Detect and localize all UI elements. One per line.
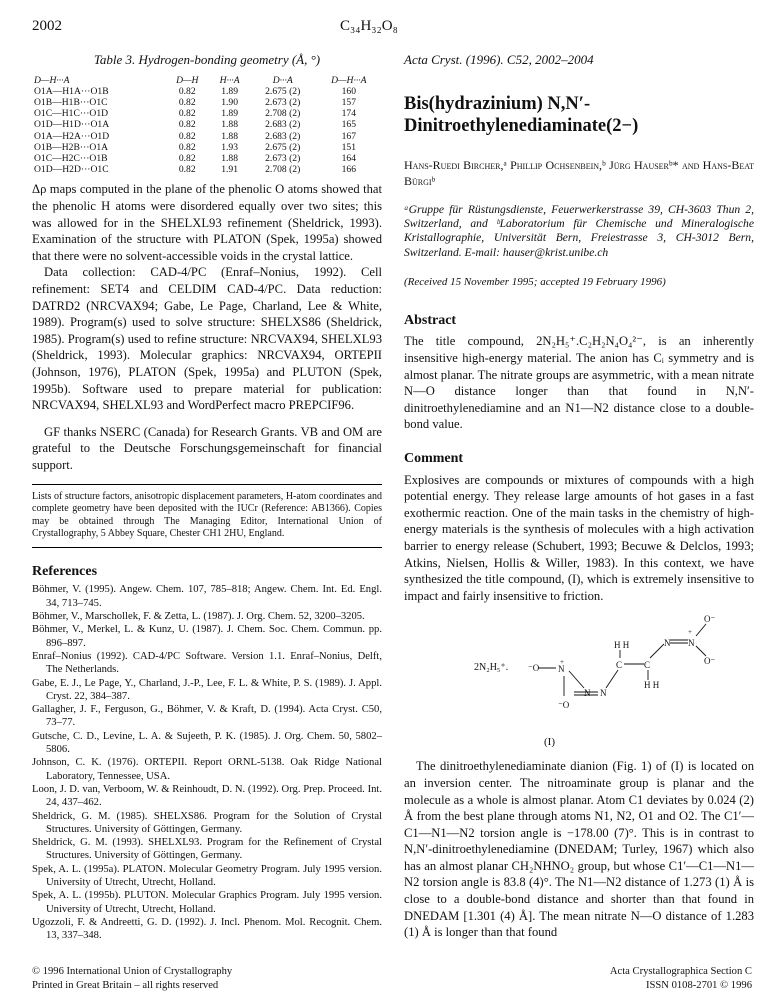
paragraph-maps: Δρ maps computed in the plane of the phenolic O atoms showed that the phenolic H atoms were disordered equally over two sites; this was allowed for in the SHELXL93 refinement (Sheldrick, 1993). Examination of the structure with PLATON (Spek, 1995a) showed that there were no solvent-accessible voids in the crystal lattice. bbox=[32, 182, 382, 263]
table-cell: 0.82 bbox=[178, 153, 196, 165]
atom-label: N bbox=[584, 688, 591, 699]
bond bbox=[650, 644, 664, 658]
references-heading: References bbox=[32, 563, 98, 579]
table-cell: 1.88 bbox=[221, 153, 239, 165]
table-cell: 2.673 (2) bbox=[265, 97, 301, 108]
reference-item: Spek, A. L. (1995a). PLATON. Molecular Geometry Program. July 1995 version. University of Utrecht, Utrecht, Holland. bbox=[32, 863, 382, 889]
comment-heading: Comment bbox=[404, 450, 464, 466]
affiliation: ᵃGruppe für Rüstungsdienste, Feuerwerkerstrasse 39, CH-3603 Thun 2, Switzerland, and ᵇLaboratorium für Chemische und Mineralogische Kristallographie, Universität Bern, Freiestrasse 3, CH-3012 Bern, Switzerland. E-mail: hauser@krist.unibe.ch bbox=[404, 202, 754, 259]
atom-label: ⁻O bbox=[558, 700, 570, 711]
atom-label: N bbox=[558, 664, 565, 675]
table-cell: 2.683 (2) bbox=[265, 130, 301, 142]
col-header: D—H bbox=[176, 74, 199, 86]
table-cell: 2.673 (2) bbox=[265, 153, 301, 165]
reference-item: Ugozzoli, F. & Andreetti, G. D. (1992). J. Incl. Phenom. Mol. Recognit. Chem. 13, 337–348. bbox=[32, 916, 382, 942]
table-row bbox=[32, 164, 382, 175]
comment-paragraph-1: Explosives are compounds or mixtures of compounds with a high potential energy. They release large amounts of hot gases in a fast exothermic reaction. One of the main tasks in the chemistry of high-energy materials is the synthesis of molecules with a high activation barrier to energy release (Schubert, 1993; Becuwe & Delclos, 1993; Atkins, Nielsen, Hollis & Willer, 1983). In this context, we have synthesized the title compound, (I), which is extremely insensitive to impact and fairly insensitive to friction. bbox=[404, 472, 754, 603]
charge-label: + bbox=[688, 628, 692, 637]
col-header: D···A bbox=[272, 74, 293, 86]
table-cell: 157 bbox=[341, 97, 357, 108]
reference-item: Johnson, C. K. (1976). ORTEPII. Report ORNL-5138. Oak Ridge National Laboratory, Tennessee, USA. bbox=[32, 757, 382, 782]
reference-item: Spek, A. L. (1995b). PLUTON. Molecular Graphics Program. July 1995 version. University of Utrecht, Utrecht, Holland. bbox=[32, 890, 382, 915]
table-cell: 0.82 bbox=[178, 85, 196, 97]
reference-item: Gallagher, J. F., Ferguson, G., Böhmer, V. & Kraft, D. (1994). Acta Cryst. C50, 73–77. bbox=[32, 704, 382, 729]
footer-copyright: © 1996 International Union of Crystallography bbox=[32, 966, 233, 977]
table-cell: 1.88 bbox=[221, 130, 239, 142]
divider bbox=[32, 484, 382, 485]
table-cell: 0.82 bbox=[178, 130, 196, 142]
references-list bbox=[32, 583, 382, 942]
table-cell: 0.82 bbox=[178, 97, 196, 108]
table-cell: 1.93 bbox=[221, 141, 239, 153]
right-column bbox=[404, 52, 754, 941]
journal-reference: Acta Cryst. (1996). C52, 2002–2004 bbox=[404, 52, 594, 67]
table-cell: 151 bbox=[341, 141, 357, 153]
table-cell: 1.91 bbox=[221, 164, 239, 176]
reference-item: Sheldrick, G. M. (1993). SHELXL93. Program for the Refinement of Crystal Structures. University of Göttingen, Germany. bbox=[32, 837, 382, 862]
table-row bbox=[32, 153, 382, 164]
table-cell: 1.90 bbox=[221, 97, 239, 108]
table-cell: 0.82 bbox=[178, 119, 196, 131]
atom-label: C bbox=[616, 660, 623, 671]
table-header-row bbox=[32, 75, 382, 86]
acknowledgements: GF thanks NSERC (Canada) for Research Grants. VB and OM are grateful to the Deutsche Forschungsgemeinschaft for financial support. bbox=[32, 424, 382, 472]
table-cell: 1.89 bbox=[221, 108, 239, 120]
table-cell: O1A—H1A···O1B bbox=[34, 85, 109, 97]
compound-label: (I) bbox=[544, 736, 555, 749]
footer-printed: Printed in Great Britain – all rights reserved bbox=[32, 980, 219, 991]
page-number: 2002 bbox=[32, 18, 62, 34]
table-row bbox=[32, 142, 382, 153]
reference-item: Sheldrick, G. M. (1985). SHELXS86. Program for the Solution of Crystal Structures. University of Göttingen, Germany. bbox=[32, 810, 382, 835]
reference-item: Enraf–Nonius (1992). CAD-4/PC Software. Version 1.1. Enraf–Nonius, Delft, The Netherlands. bbox=[32, 650, 382, 676]
received-date: (Received 15 November 1995; accepted 19 February 1996) bbox=[404, 276, 666, 289]
reference-item: Böhmer, V. (1995). Angew. Chem. 107, 785–818; Angew. Chem. Int. Ed. Engl. 34, 713–745. bbox=[32, 584, 382, 609]
table-row bbox=[32, 131, 382, 142]
table-cell: 160 bbox=[341, 85, 357, 97]
atom-label: O⁻ bbox=[704, 614, 716, 625]
table-cell: O1B—H1B···O1C bbox=[34, 97, 108, 108]
table-cell: 2.675 (2) bbox=[265, 85, 301, 97]
table-cell: O1C—H2C···O1B bbox=[34, 153, 108, 165]
table-cell: 2.683 (2) bbox=[265, 119, 301, 131]
table-cell: 174 bbox=[341, 108, 357, 120]
col-header: H···A bbox=[219, 74, 240, 86]
atom-label: O⁻ bbox=[704, 656, 716, 667]
paper-title: Bis(hydrazinium) N,N′-Dinitroethylenediaminate(2−) bbox=[404, 93, 639, 136]
table-title: Table 3. Hydrogen-bonding geometry (Å, °) bbox=[93, 52, 321, 67]
reference-item: Böhmer, V., Marschollek, F. & Zetta, L. (1987). J. Org. Chem. 52, 3200–3205. bbox=[32, 611, 365, 623]
table-cell: 0.82 bbox=[178, 141, 196, 153]
table-cell: 167 bbox=[341, 130, 357, 142]
col-header: D—H···A bbox=[331, 74, 367, 86]
bond bbox=[569, 671, 584, 688]
authors: Hans-Ruedi Bircher,ᵃ Phillip Ochsenbein,ᵇ Jürg Hauserᵇ* and Hans-Beat Bürgiᵇ bbox=[404, 157, 754, 188]
atom-label: ⁻O bbox=[528, 663, 540, 674]
atom-label: N bbox=[664, 638, 671, 649]
table-cell: 165 bbox=[341, 119, 357, 131]
table-cell: 1.89 bbox=[221, 85, 239, 97]
table-cell: O1D—H2D···O1C bbox=[34, 164, 109, 176]
reference-item: Gabe, E. J., Le Page, Y., Charland, J.-P., Lee, F. L. & White, P. S. (1989). J. Appl. Cryst. 22, 384–387. bbox=[32, 677, 382, 702]
table-row bbox=[32, 86, 382, 97]
atom-labels bbox=[528, 614, 715, 710]
abstract-text: The title compound, 2N₂H₅⁺.C₂H₂N₄O₄²⁻, is an inherently insensitive high-energy material. The anion has Cᵢ symmetry and is almost planar. The nitrate groups are asymmetric, with a mean nitrate N—O distance longer than that found in N,N′-dinitroethylenediamine and an N1—N2 distance close to a double-bond value. bbox=[404, 334, 754, 432]
atom-label: C bbox=[644, 660, 651, 671]
dianion-structure bbox=[524, 608, 724, 728]
hydrogen-bond-table bbox=[32, 75, 382, 176]
table-cell: 0.82 bbox=[178, 108, 196, 120]
chemical-scheme bbox=[404, 608, 754, 758]
divider bbox=[32, 547, 382, 548]
footer-journal: Acta Crystallographica Section C bbox=[609, 966, 752, 977]
reference-item: Gutsche, C. D., Levine, L. A. & Sujeeth, P. K. (1985). J. Org. Chem. 50, 5802–5806. bbox=[32, 730, 382, 756]
bond bbox=[606, 670, 618, 688]
atom-label: N bbox=[688, 638, 695, 649]
table-row bbox=[32, 97, 382, 108]
left-column bbox=[32, 52, 382, 943]
abstract-heading: Abstract bbox=[404, 312, 457, 328]
paragraph-data-collection: Data collection: CAD-4/PC (Enraf–Nonius, 1992). Cell refinement: SET4 and CELDIM CAD-4/PC. Data reduction: DATRD2 (NRCVAX94; Gabe, Le Page, Charland, Lee & White, 1989). Program(s) used to solve structure: SHELXS86 (Sheldrick, 1985). Program(s) used to refine structure: NRCVAX94, SHELXL93 (Sheldrick, 1993). Molecular graphics: NRCVAX94, ORTEPII (Johnson, 1976), PLATON (Spek, 1995a) and PLUTON (Spek, 1995b). Software used to prepare material for publication: NRCVAX94, SHELXL93 and WordPerfect macro PREPCIF96. bbox=[32, 265, 382, 413]
atom-label: H H bbox=[614, 640, 630, 651]
table-cell: 2.708 (2) bbox=[265, 164, 301, 176]
reference-item: Loon, J. D. van, Verboom, W. & Reinhoudt, D. N. (1992). Org. Prep. Proceed. Int. 24, 437–462. bbox=[32, 783, 382, 809]
bond bbox=[696, 624, 706, 636]
bond bbox=[696, 646, 706, 656]
footer-issn: ISSN 0108-2701 © 1996 bbox=[645, 980, 752, 991]
table-cell: 2.675 (2) bbox=[265, 141, 301, 153]
table-cell: O1D—H1D···O1A bbox=[34, 119, 110, 131]
table-cell: O1C—H1C···O1D bbox=[34, 108, 109, 120]
reference-item: Böhmer, V., Merkel, L. & Kunz, U. (1987). J. Chem. Soc. Chem. Commun. pp. 896–897. bbox=[32, 624, 382, 649]
comment-paragraph-2: The dinitroethylenediaminate dianion (Fig. 1) of (I) is located on an inversion center. The nitroaminate group is planar and the molecule as a whole is almost planar. Atom C1 deviates by 0.024 (2) Å from the best plane through atoms N1, N2, O1 and O2. The C1′—C1—N1—N2 torsion angle is −178.00 (7)°. This is in contrast to N,N′-dinitroethylenediamine (DNEDAM; Turley, 1967) which also has an almost planar CH₂NHNO₂ group, but whose C1′—C1—N1—N2 torsion angle is 83.8 (4)°. The N1—N2 distance of 1.273 (1) Å is close to a double-bond distance and shorter than that found in DNEDAM [1.301 (4) Å]. The mean nitrate N—O distance of 1.283 (1) Å is longer than that found bbox=[404, 759, 754, 940]
running-formula: C₃₄H₃₂O₈ bbox=[340, 18, 398, 34]
table-cell: 166 bbox=[341, 164, 357, 176]
deposition-note: Lists of structure factors, anisotropic displacement parameters, H-atom coordinates and complete geometry have been deposited with the IUCr (Reference: AB1366). Copies may be obtained through The Managing Editor, International Union of Crystallography, 5 Abbey Square, Chester CH1 2HU, England. bbox=[32, 490, 382, 540]
cation-label: 2N₂H₅⁺. bbox=[474, 662, 509, 674]
atom-label: N bbox=[600, 688, 607, 699]
table-cell: 2.708 (2) bbox=[265, 108, 301, 120]
table-cell: 1.88 bbox=[221, 119, 239, 131]
table-cell: O1A—H2A···O1D bbox=[34, 130, 110, 142]
col-header: D—H···A bbox=[34, 74, 70, 86]
table-cell: O1B—H2B···O1A bbox=[34, 141, 109, 153]
table-cell: 164 bbox=[341, 153, 357, 165]
atom-label: H H bbox=[644, 680, 660, 691]
charge-label: + bbox=[560, 658, 564, 667]
table-row bbox=[32, 108, 382, 119]
table-cell: 0.82 bbox=[178, 164, 196, 176]
table-row bbox=[32, 119, 382, 130]
